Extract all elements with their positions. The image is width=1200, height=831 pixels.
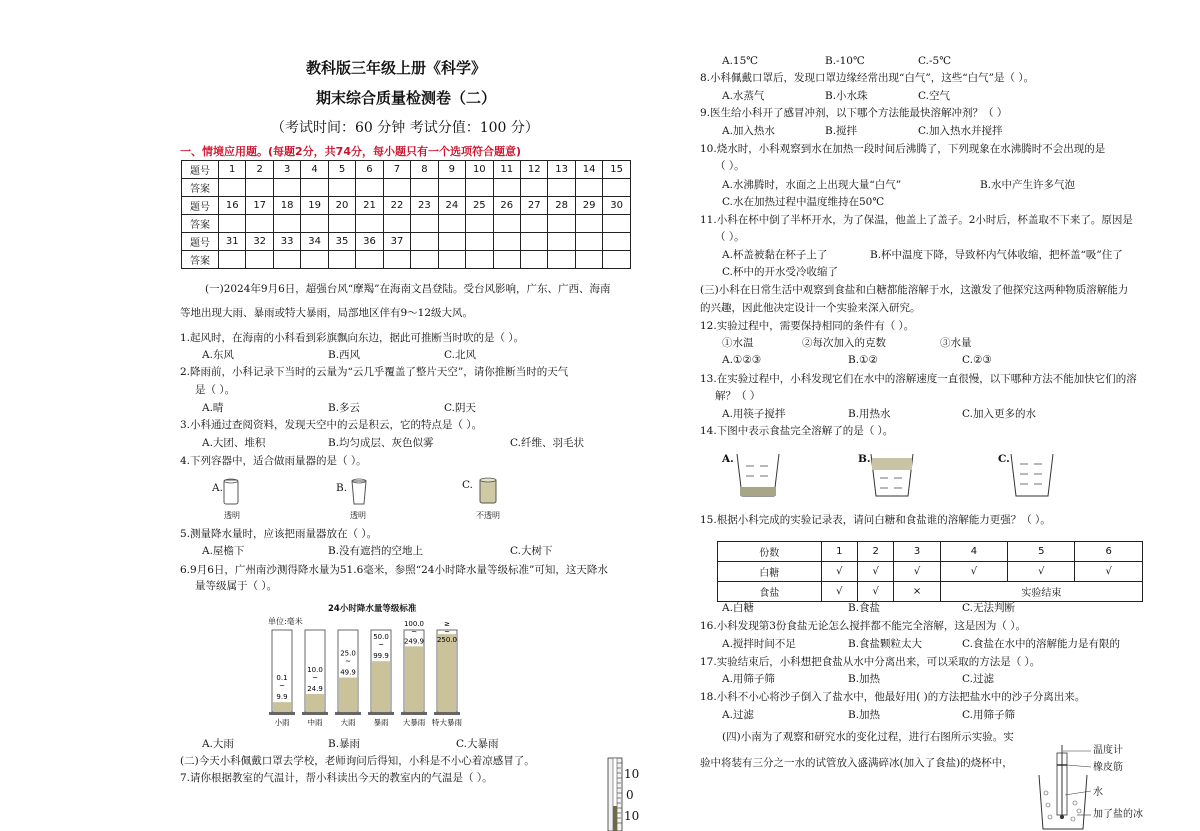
rain-base: [434, 712, 460, 715]
grid-number-cell: 25: [466, 197, 493, 215]
grid-answer-cell[interactable]: [438, 251, 465, 269]
grid-number-cell: [575, 233, 602, 251]
grid-answer-cell[interactable]: [520, 215, 547, 233]
q8-option-a[interactable]: A.水蒸气: [722, 90, 765, 102]
question-11a: 11.小科在杯中倒了半杯开水，为了保温，他盖上了盖子。2小时后，杯盖取不下来了。原因是: [700, 214, 1133, 226]
q3-option-a[interactable]: A.大团、堆积: [202, 437, 266, 449]
record-header-cell: 1: [821, 542, 857, 562]
grid-q-label: 题号: [182, 233, 219, 251]
q5-option-a[interactable]: A.屋檐下: [202, 545, 245, 557]
grid-number-cell: 27: [520, 197, 547, 215]
record-cell: √: [1008, 562, 1075, 582]
grid-answer-cell[interactable]: [520, 251, 547, 269]
rain-range-high: 49.9: [340, 668, 356, 677]
grid-answer-cell[interactable]: [273, 215, 300, 233]
grid-number-cell: 9: [438, 161, 465, 179]
grid-number-cell: 4: [301, 161, 328, 179]
question-10a: 10.烧水时，小科观察到水在加热一段时间后沸腾了，下列现象在水沸腾时不会出现的是: [700, 143, 1106, 155]
beaker-b-icon: [868, 452, 918, 498]
grid-number-cell: 2: [246, 161, 273, 179]
q16-option-c[interactable]: C.食盐在水中的溶解能力是有限的: [962, 638, 1120, 650]
grid-number-cell: 6: [356, 161, 383, 179]
q8-option-b[interactable]: B.小水珠: [825, 90, 868, 102]
rain-base: [368, 712, 394, 715]
rain-range-low: 10.0: [307, 665, 323, 674]
rain-fill: [372, 661, 390, 712]
rain-range-tilde: ~: [345, 657, 351, 666]
question-10b: （ ）。: [715, 160, 745, 172]
grid-number-cell: [493, 233, 520, 251]
grid-number-cell: 16: [219, 197, 246, 215]
q6-option-c[interactable]: C.大暴雨: [456, 738, 499, 750]
grid-number-cell: 19: [301, 197, 328, 215]
question-2b: 是（ ）。: [195, 384, 236, 396]
transparent-cup-b-icon: [350, 478, 370, 508]
grid-answer-cell[interactable]: [575, 251, 602, 269]
grid-answer-cell[interactable]: [356, 251, 383, 269]
intro-3a: (三)小科在日常生活中观察到食盐和白糖都能溶解于水，这激发了他探究这两种物质溶解能力: [700, 284, 1129, 296]
fig-label-rubber-band: 橡皮筋: [1093, 762, 1123, 773]
rain-range-low: 0.1: [276, 674, 288, 683]
record-header-cell: 2: [857, 542, 893, 562]
q6-option-a[interactable]: A.大雨: [202, 738, 234, 750]
grid-q-label: 题号: [182, 161, 219, 179]
q8-option-c[interactable]: C.空气: [918, 90, 950, 102]
grid-answer-cell[interactable]: [466, 179, 493, 197]
grid-number-cell: 24: [438, 197, 465, 215]
grid-answer-cell[interactable]: [493, 251, 520, 269]
beaker-a-icon: [734, 452, 784, 498]
grid-answer-cell[interactable]: [246, 215, 273, 233]
grid-number-cell: [411, 233, 438, 251]
grid-answer-cell[interactable]: [301, 179, 328, 197]
grid-answer-cell[interactable]: [548, 179, 575, 197]
grid-answer-cell[interactable]: [548, 251, 575, 269]
rain-range-low: 50.0: [373, 633, 389, 642]
question-13a: 13.在实验过程中，小科发现它们在水中的溶解速度一直很慢，以下哪种方法不能加快它们的溶: [700, 373, 1137, 385]
rain-range-low: ≥: [444, 620, 450, 628]
record-cell: √: [894, 562, 940, 582]
grid-answer-cell[interactable]: [575, 179, 602, 197]
record-row: [718, 582, 1143, 602]
question-18: 18.小科不小心将沙子倒入了盐水中，他最好用( )的方法把盐水中的沙子分离出来。: [700, 691, 1086, 703]
rain-fill: [438, 634, 456, 712]
q12-item-1: ①水温: [722, 337, 754, 349]
rain-fill: [273, 702, 291, 712]
grid-number-cell: 11: [493, 161, 520, 179]
grid-number-cell: 37: [383, 233, 410, 251]
grid-answer-cell[interactable]: [438, 215, 465, 233]
question-17: 17.实验结束后，小科想把食盐从水中分离出来，可以采取的方法是（ ）。: [700, 656, 1041, 668]
rain-level-name: 暴雨: [373, 718, 389, 727]
q4-caption-b: 透明: [350, 511, 366, 520]
q12-item-3: ③水量: [940, 337, 972, 349]
rain-level-2: [302, 630, 328, 727]
grid-number-cell: 32: [246, 233, 273, 251]
q14-option-a[interactable]: A.: [722, 453, 734, 465]
grid-answer-cell[interactable]: [493, 215, 520, 233]
rain-level-1: [269, 630, 295, 727]
grid-answer-cell[interactable]: [383, 179, 410, 197]
grid-number-cell: 14: [575, 161, 602, 179]
q4-option-a[interactable]: A.: [212, 482, 223, 494]
rain-chart-unit: 单位:毫米: [268, 617, 303, 626]
rain-range-tilde: ~: [279, 682, 285, 691]
page-title: 教科版三年级上册《科学》: [306, 59, 487, 77]
grid-answer-cell[interactable]: [273, 179, 300, 197]
rain-level-3: [335, 630, 361, 727]
intro-4a: (四)小南为了观察和研究水的变化过程，进行右图所示实验。实: [722, 731, 1014, 743]
beaker-c-icon: [1008, 452, 1058, 498]
q18-option-b[interactable]: B.加热: [848, 709, 881, 721]
q1-option-b[interactable]: B.西风: [328, 349, 361, 361]
grid-answer-cell[interactable]: [466, 215, 493, 233]
rain-range-high: 250.0: [436, 636, 458, 644]
grid-number-cell: 21: [356, 197, 383, 215]
grid-number-cell: 7: [383, 161, 410, 179]
grid-number-cell: 10: [466, 161, 493, 179]
grid-answer-cell[interactable]: [383, 215, 410, 233]
rain-range-tilde: ~: [444, 628, 450, 636]
answer-grid: [181, 160, 631, 269]
grid-answer-cell[interactable]: [411, 251, 438, 269]
grid-answer-cell[interactable]: [466, 251, 493, 269]
grid-number-cell: 5: [328, 161, 355, 179]
grid-number-row: [182, 197, 631, 215]
grid-a-label: 答案: [182, 215, 219, 233]
grid-number-row: [182, 161, 631, 179]
q15-option-b[interactable]: B.食盐: [848, 602, 881, 614]
grid-answer-cell[interactable]: [411, 215, 438, 233]
q7-option-c[interactable]: C.-5℃: [918, 55, 951, 67]
thermo-label-bottom: 10: [624, 809, 640, 823]
grid-a-label: 答案: [182, 179, 219, 197]
q9-option-a[interactable]: A.加入热水: [722, 125, 775, 137]
q7-option-b[interactable]: B.-10℃: [825, 55, 865, 67]
q13-option-c[interactable]: C.加入更多的水: [962, 408, 1036, 420]
rain-fill: [339, 678, 357, 712]
intro-3b: 的兴趣，因此他决定设计一个实验来深入研究。: [700, 302, 921, 314]
grid-answer-cell[interactable]: [246, 179, 273, 197]
q10-option-b[interactable]: B.水中产生许多气泡: [980, 179, 1076, 191]
exam-info: （考试时间：60 分钟 考试分值：100 分）: [271, 120, 539, 136]
rain-range-high: 9.9: [276, 693, 288, 702]
grid-number-cell: [603, 233, 631, 251]
grid-number-cell: 30: [603, 197, 631, 215]
grid-number-row: [182, 233, 631, 251]
section-heading: 一、情境应用题。(每题2分，共74分，每小题只有一个选项符合题意): [180, 145, 522, 158]
q5-option-b[interactable]: B.没有遮挡的空地上: [328, 545, 424, 557]
q13-option-b[interactable]: B.用热水: [848, 408, 891, 420]
rain-level-name: 中雨: [307, 718, 323, 727]
q9-option-c[interactable]: C.加入热水并搅拌: [918, 125, 1003, 137]
grid-number-cell: 18: [273, 197, 300, 215]
grid-answer-cell[interactable]: [328, 215, 355, 233]
record-cell: √: [821, 582, 857, 602]
opaque-cup-c-icon: [478, 477, 500, 507]
rain-range-tilde: ~: [411, 628, 417, 636]
question-15: 15.根据小科完成的实验记录表，请问白糖和食盐谁的溶解能力更强？（ ）。: [700, 514, 1051, 526]
transparent-cup-a-icon: [222, 478, 242, 508]
record-table: [717, 541, 1143, 602]
record-cell: √: [940, 562, 1007, 582]
q12-option-b[interactable]: B.①②: [848, 354, 878, 366]
grid-number-cell: 34: [301, 233, 328, 251]
grid-answer-cell[interactable]: [548, 215, 575, 233]
rain-fill: [405, 646, 423, 712]
question-7: 7.请你根据教室的气温计，帮小科读出今天的教室内的气温是（ ）。: [180, 772, 493, 784]
grid-number-cell: 31: [219, 233, 246, 251]
rain-level-6: [432, 620, 462, 727]
grid-answer-cell[interactable]: [246, 251, 273, 269]
grid-number-cell: 23: [411, 197, 438, 215]
q12-option-c[interactable]: C.②③: [962, 354, 992, 366]
q2-option-a[interactable]: A.晴: [202, 402, 224, 414]
grid-number-cell: 36: [356, 233, 383, 251]
grid-answer-cell[interactable]: [328, 251, 355, 269]
record-row: [718, 562, 1143, 582]
intro-4b: 验中将装有三分之一水的试管放入盛满碎冰(加入了食盐)的烧杯中，: [700, 757, 1013, 769]
fig-label-water: 水: [1093, 787, 1103, 798]
record-cell: √: [821, 562, 857, 582]
grid-number-cell: 20: [328, 197, 355, 215]
rain-base: [269, 712, 295, 715]
grid-a-label: 答案: [182, 251, 219, 269]
rain-level-4: [368, 630, 394, 727]
grid-number-cell: 22: [383, 197, 410, 215]
intro-1a: (一)2024年9月6日，超强台风“摩羯”在海南文昌登陆。受台风影响，广东、广西、海南: [205, 283, 611, 295]
q14-option-b[interactable]: B.: [858, 453, 871, 465]
grid-number-cell: 35: [328, 233, 355, 251]
question-16: 16.小科发现第3份食盐无论怎么搅拌都不能完全溶解，这是因为（ ）。: [700, 620, 1026, 632]
thermo-label-mid: 0: [626, 788, 634, 802]
grid-number-cell: 28: [548, 197, 575, 215]
grid-number-cell: 1: [219, 161, 246, 179]
grid-answer-cell[interactable]: [411, 179, 438, 197]
grid-answer-cell[interactable]: [219, 179, 246, 197]
q4-option-c[interactable]: C.: [462, 479, 473, 491]
grid-answer-cell[interactable]: [603, 179, 631, 197]
record-header-cell: 4: [940, 542, 1007, 562]
grid-answer-cell[interactable]: [273, 251, 300, 269]
record-header-cell: 5: [1008, 542, 1075, 562]
rain-level-name: 小雨: [274, 718, 290, 727]
q2-option-c[interactable]: C.阴天: [444, 402, 476, 414]
question-6a: 6.9月6日，广州南沙测得降水量为51.6毫米，参照“24小时降水量等级标准”可知，这天降水: [180, 564, 608, 576]
q4-caption-c: 不透明: [476, 511, 500, 520]
grid-number-cell: 17: [246, 197, 273, 215]
rain-level-5: [401, 620, 427, 727]
record-cell: 食盐: [718, 582, 822, 602]
grid-number-cell: 12: [520, 161, 547, 179]
rain-range-low: 25.0: [340, 649, 356, 658]
grid-answer-cell[interactable]: [603, 251, 631, 269]
rain-base: [302, 712, 328, 715]
q15-option-c[interactable]: C.无法判断: [962, 602, 1015, 614]
q9-option-b[interactable]: B.搅拌: [825, 125, 858, 137]
q4-caption-a: 透明: [224, 511, 240, 520]
grid-number-cell: [466, 233, 493, 251]
rain-level-name: 大暴雨: [402, 718, 426, 727]
question-3: 3.小科通过查阅资料，发现天空中的云是积云，它的特点是（ ）。: [180, 419, 483, 431]
q17-option-b[interactable]: B.加热: [848, 673, 881, 685]
grid-answer-row: [182, 179, 631, 197]
grid-answer-cell[interactable]: [219, 215, 246, 233]
question-9: 9.医生给小科开了感冒冲剂，以下哪个方法能最快溶解冲剂？（ ）: [700, 107, 1008, 119]
grid-number-cell: 29: [575, 197, 602, 215]
question-11b: （ ）。: [715, 231, 745, 243]
fig-label-thermometer: 温度计: [1093, 745, 1123, 756]
grid-number-cell: 26: [493, 197, 520, 215]
q13-option-a[interactable]: A.用筷子搅拌: [722, 408, 786, 420]
grid-q-label: 题号: [182, 197, 219, 215]
rain-range-high: 99.9: [373, 652, 389, 661]
grid-answer-cell[interactable]: [493, 179, 520, 197]
q1-option-a[interactable]: A.东风: [202, 349, 234, 361]
grid-number-cell: 3: [273, 161, 300, 179]
rain-base: [335, 712, 361, 715]
question-14: 14.下图中表示食盐完全溶解了的是（ ）。: [700, 425, 894, 437]
rain-level-chart: [268, 618, 498, 728]
q15-option-a[interactable]: A.白糖: [722, 602, 754, 614]
rain-level-name: 特大暴雨: [432, 718, 462, 727]
grid-answer-cell[interactable]: [575, 215, 602, 233]
q4-option-b[interactable]: B.: [336, 482, 348, 494]
grid-answer-cell[interactable]: [219, 251, 246, 269]
grid-number-cell: 13: [548, 161, 575, 179]
question-8: 8.小科佩戴口罩后，发现口罩边缘经常出现“白气”，这些“白气”是（ ）。: [700, 72, 1035, 84]
rain-base: [401, 712, 427, 715]
question-2a: 2.降雨前，小科记录下当时的云量为“云几乎覆盖了整片天空”，请你推断当时的天气: [180, 366, 569, 378]
q10-option-c[interactable]: C.水在加热过程中温度维持在50℃: [722, 196, 885, 208]
grid-answer-cell[interactable]: [301, 251, 328, 269]
record-cell: 白糖: [718, 562, 822, 582]
q11-option-a[interactable]: A.杯盖被黏在杯子上了: [722, 249, 828, 261]
grid-answer-cell[interactable]: [383, 251, 410, 269]
grid-answer-row: [182, 251, 631, 269]
question-6b: 量等级属于（ ）。: [195, 580, 278, 592]
rain-fill: [306, 694, 324, 712]
q12-option-a[interactable]: A.①②③: [722, 354, 762, 366]
grid-answer-cell[interactable]: [520, 179, 547, 197]
rain-range-tilde: ~: [312, 673, 318, 682]
q5-option-c[interactable]: C.大树下: [510, 545, 553, 557]
q10-option-a[interactable]: A.水沸腾时，水面之上出现大量“白气”: [722, 179, 902, 191]
q16-option-b[interactable]: B.食盐颗粒太大: [848, 638, 923, 650]
question-4: 4.下列容器中，适合做雨量器的是（ ）。: [180, 455, 367, 467]
q2-option-b[interactable]: B.多云: [328, 402, 361, 414]
q12-item-2: ②每次加入的克数: [802, 337, 886, 349]
rain-level-name: 大雨: [340, 718, 356, 727]
q17-option-c[interactable]: C.过滤: [962, 673, 994, 685]
q1-option-c[interactable]: C.北风: [444, 349, 476, 361]
q3-option-c[interactable]: C.纤维、羽毛状: [510, 437, 584, 449]
q3-option-b[interactable]: B.均匀成层、灰色似雾: [328, 437, 434, 449]
q11-option-c[interactable]: C.杯中的开水受冷收缩了: [722, 266, 838, 278]
grid-answer-cell[interactable]: [438, 179, 465, 197]
grid-number-cell: 33: [273, 233, 300, 251]
q6-option-b[interactable]: B.暴雨: [328, 738, 361, 750]
grid-number-cell: [520, 233, 547, 251]
record-cell: √: [1075, 562, 1143, 582]
grid-answer-cell[interactable]: [356, 179, 383, 197]
rain-range-low: 100.0: [403, 620, 425, 628]
record-cell: 实验结束: [940, 582, 1142, 602]
grid-number-cell: [438, 233, 465, 251]
grid-answer-row: [182, 215, 631, 233]
grid-number-cell: 8: [411, 161, 438, 179]
rain-range-high: 24.9: [307, 684, 323, 693]
record-header-cell: 份数: [718, 542, 822, 562]
grid-answer-cell[interactable]: [328, 179, 355, 197]
grid-answer-cell[interactable]: [603, 215, 631, 233]
grid-number-cell: [548, 233, 575, 251]
record-header-row: [718, 542, 1143, 562]
record-cell: ×: [894, 582, 940, 602]
q18-option-c[interactable]: C.用筛子筛: [962, 709, 1015, 721]
grid-answer-cell[interactable]: [356, 215, 383, 233]
intro-2: (二)今天小科佩戴口罩去学校，老师询问后得知，小科是不小心着凉感冒了。: [180, 755, 535, 767]
question-12: 12.实验过程中，需要保持相同的条件有（ ）。: [700, 320, 915, 332]
rain-range-tilde: ~: [378, 641, 384, 650]
q18-option-a[interactable]: A.过滤: [722, 709, 754, 721]
question-5: 5.测量降水量时，应该把雨量器放在（ ）。: [180, 528, 378, 540]
ice-experiment-figure: [1035, 745, 1095, 831]
record-cell: √: [857, 582, 893, 602]
q17-option-a[interactable]: A.用筛子筛: [722, 673, 775, 685]
record-header-cell: 6: [1075, 542, 1143, 562]
page-subtitle: 期末综合质量检测卷（二）: [316, 89, 497, 107]
record-cell: √: [857, 562, 893, 582]
rain-range-high: 249.9: [403, 637, 425, 646]
q16-option-a[interactable]: A.搅拌时间不足: [722, 638, 796, 650]
grid-number-cell: 15: [603, 161, 631, 179]
fig-label-salted-ice: 加了盐的冰: [1093, 809, 1143, 820]
grid-answer-cell[interactable]: [301, 215, 328, 233]
question-13b: 解？（ ）: [715, 390, 761, 402]
question-1: 1.起风时，在海南的小科看到彩旗飘向东边，据此可推断当时吹的是（ ）。: [180, 332, 525, 344]
q14-option-c[interactable]: C.: [998, 453, 1010, 465]
intro-1b: 等地出现大雨、暴雨或特大暴雨，局部地区伴有9～12级大风。: [180, 307, 474, 319]
q11-option-b[interactable]: B.杯中温度下降，导致杯内气体收缩，把杯盖“吸”住了: [870, 249, 1123, 261]
record-header-cell: 3: [894, 542, 940, 562]
rain-chart-title: 24小时降水量等级标准: [328, 604, 417, 614]
q7-option-a[interactable]: A.15℃: [722, 55, 759, 67]
thermo-label-top: 10: [624, 767, 640, 781]
